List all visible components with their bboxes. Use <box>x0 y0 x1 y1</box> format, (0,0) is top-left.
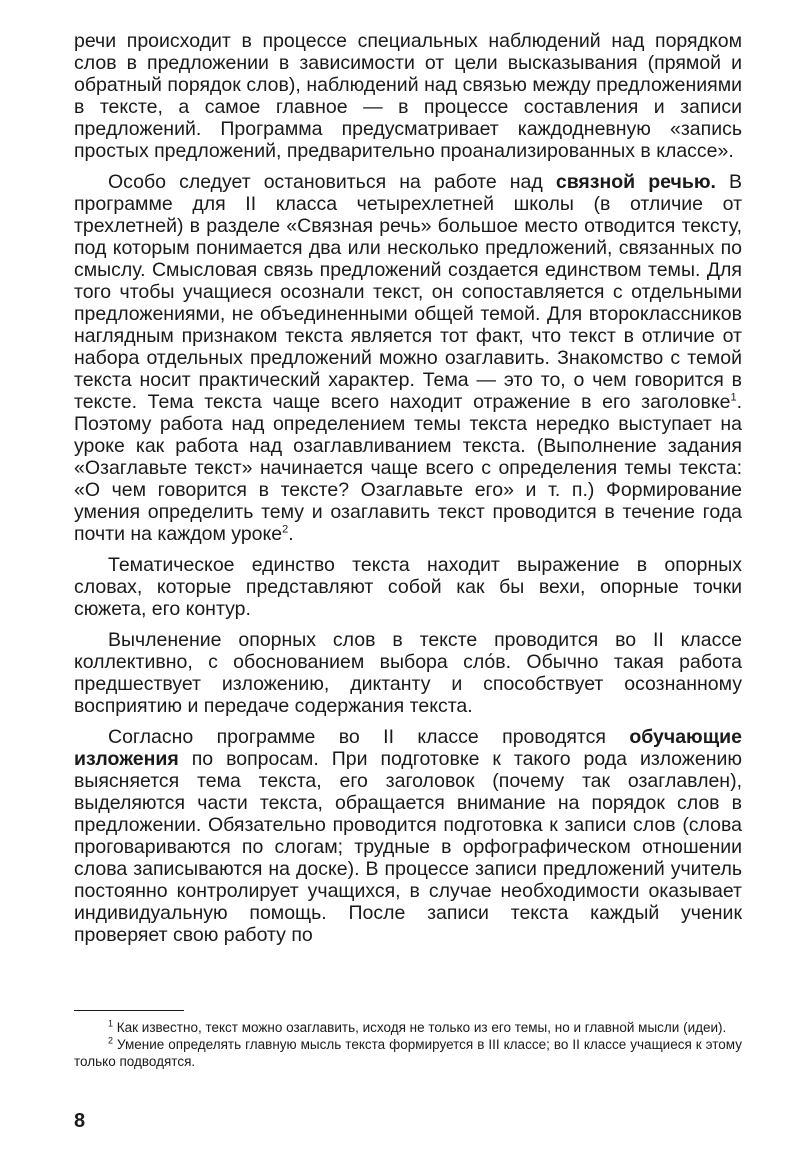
page-number: 8 <box>74 1110 86 1132</box>
paragraph-2-text-start: Особо следует остановиться на работе над <box>108 171 556 193</box>
page-body <box>74 30 742 946</box>
paragraph-4-text: Вычленение опорных слов в тексте проводится во II классе коллективно, с обоснованием выбора сло́в. Обычно такая работа предшествует изложению, диктанту и способствует осознанному восприятию и передаче содержания текста. <box>74 629 742 717</box>
footnote-2-text: Умение определять главную мысль текста формируется в III классе; во II классе учащиеся к этому только подводятся. <box>74 1037 742 1069</box>
paragraph-2-text-rest: . Поэтому работа над определением темы текста нередко выступает на уроке как работа над озаглавливанием текста. (Выполнение задания «Озаглавьте текст» начинается чаще всего с определения темы текста: «О чем говорится в тексте? Озаглавьте его» и т. п.) Формирование умения определить тему и озаглавить текст проводится в течение года почти на каждом уроке <box>74 391 742 545</box>
footnote-ref-1[interactable]: 1 <box>730 391 737 404</box>
footnote-1 <box>74 1019 742 1036</box>
paragraph-5-bold-term: обучающие изложения <box>74 726 742 770</box>
footnote-divider <box>74 1010 184 1011</box>
footnote-2 <box>74 1036 742 1070</box>
paragraph-4 <box>74 629 742 717</box>
paragraph-2 <box>74 171 742 545</box>
paragraph-5 <box>74 726 742 946</box>
paragraph-1-text: речи происходит в процессе специальных наблюдений над порядком слов в предложении в зависимости от цели высказывания (прямой и обратный порядок слов), наблюдений над связью между предложениями в тексте, а самое главное — в процессе составления и записи предложений. Программа предусматривает каждодневную «запись простых предложений, предварительно проанализированных в классе». <box>74 30 742 162</box>
footnote-2-mark: 2 <box>108 1035 114 1046</box>
paragraph-3 <box>74 554 742 620</box>
paragraph-2-text-middle: В программе для II класса четырехлетней школы (в отличие от трехлетней) в разделе «Связная речь» большое место отводится тексту, под которым понимается два или несколько предложений, связанных по смыслу. Смысловая связь предложений создается единством темы. Для того чтобы учащиеся осознали текст, он сопоставляется с отдельными предложениями, не объединенными общей темой. Для второклассников наглядным признаком текста является тот факт, что текст в отличие от набора отдельных предложений можно озаглавить. Знакомство с темой текста носит практический характер. Тема — это то, о чем говорится в тексте. Тема текста чаще всего находит отражение в его заголовке <box>74 171 742 413</box>
footnote-ref-2[interactable]: 2 <box>282 523 289 536</box>
paragraph-1 <box>74 30 742 162</box>
footnote-1-mark: 1 <box>108 1018 114 1029</box>
paragraph-3-text: Тематическое единство текста находит выражение в опорных словах, которые представляют собой как бы вехи, опорные точки сюжета, его контур. <box>74 554 742 620</box>
paragraph-2-text-end: . <box>288 523 294 545</box>
footnote-1-text: Как известно, текст можно озаглавить, исходя не только из его темы, но и главной мысли (идеи). <box>113 1020 727 1035</box>
footnotes <box>74 1019 742 1070</box>
paragraph-5-text-start: Согласно программе во II классе проводятся <box>108 726 630 748</box>
paragraph-2-bold-term: связной речью. <box>555 171 716 193</box>
paragraph-5-text-rest: по вопросам. При подготовке к такого рода изложению выясняется тема текста, его заголовок (почему так озаглавлен), выделяются части текста, обращается внимание на порядок слов в предложении. Обязательно проводится подготовка к записи слов (слова проговариваются по слогам; трудные в орфографическом отношении слова записываются на доске). В процессе записи предложений учитель постоянно контролирует учащихся, в случае необходимости оказывает индивидуальную помощь. После записи текста каждый ученик проверяет свою работу по <box>74 748 742 946</box>
